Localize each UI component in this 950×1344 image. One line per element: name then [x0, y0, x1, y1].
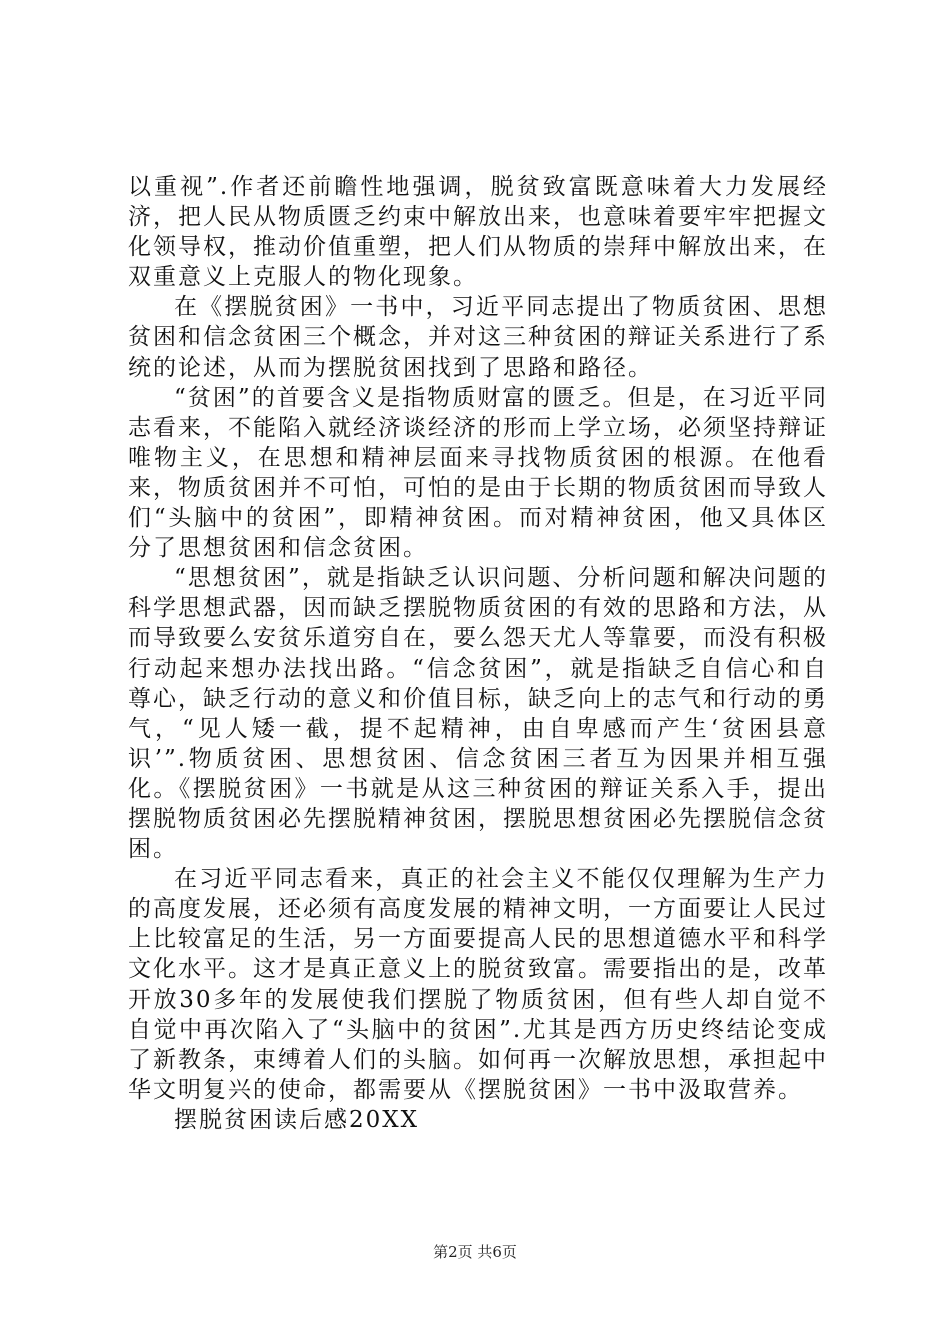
section-heading: 摆脱贫困读后感20XX	[174, 1106, 420, 1133]
paragraph-continuation: 以重视”.作者还前瞻性地强调，脱贫致富既意味着大力发展经济，把人民从物质匮乏约束中解放出来，也意味着要牢牢把握文化领导权，推动价值重塑，把人们从物质的崇拜中解放出来，在双重意义上克服人的物化现象。	[128, 174, 828, 291]
paragraph-material-poverty: “贫困”的首要含义是指物质财富的匮乏。但是，在习近平同志看来，不能陷入就经济谈经济的形而上学立场，必须坚持辩证唯物主义，在思想和精神层面来寻找物质贫困的根源。在他看来，物质贫困并不可怕，可怕的是由于长期的物质贫困而导致人们“头脑中的贫困”，即精神贫困。而对精神贫困，他又具体区分了思想贫困和信念贫困。	[128, 384, 828, 562]
paragraph-socialism-and-civilization: 在习近平同志看来，真正的社会主义不能仅仅理解为生产力的高度发展，还必须有高度发展的精神文明，一方面要让人民过上比较富足的生活，另一方面要提高人民的思想道德水平和科学文化水平。这才是真正意义上的脱贫致富。需要指出的是，改革开放30多年的发展使我们摆脱了物质贫困，但有些人却自觉不自觉中再次陷入了“头脑中的贫困”.尤其是西方历史终结论变成了新教条，束缚着人们的头脑。如何再一次解放思想，承担起中华文明复兴的使命，都需要从《摆脱贫困》一书中汲取营养。	[128, 866, 828, 1103]
page-number-footer: 第2页 共6页	[433, 1243, 517, 1261]
paragraph-three-concepts: 在《摆脱贫困》一书中，习近平同志提出了物质贫困、思想贫困和信念贫困三个概念，并对这三种贫困的辩证关系进行了系统的论述，从而为摆脱贫困找到了思路和路径。	[128, 294, 828, 381]
document-body	[128, 172, 828, 1135]
paragraph-thought-and-belief-poverty: “思想贫困”，就是指缺乏认识问题、分析问题和解决问题的科学思想武器，因而缺乏摆脱物质贫困的有效的思路和方法，从而导致要么安贫乐道穷自在，要么怨天尤人等靠要，而没有积极行动起来想办法找出路。“信念贫困”，就是指缺乏自信心和自尊心，缺乏行动的意义和价值目标，缺乏向上的志气和行动的勇气，“见人矮一截，提不起精神，由自卑感而产生‘贫困县意识’”.物质贫困、思想贫困、信念贫困三者互为因果并相互强化。《摆脱贫困》一书就是从这三种贫困的辩证关系入手，提出摆脱物质贫困必先摆脱精神贫困，摆脱思想贫困必先摆脱信念贫困。	[128, 565, 828, 863]
